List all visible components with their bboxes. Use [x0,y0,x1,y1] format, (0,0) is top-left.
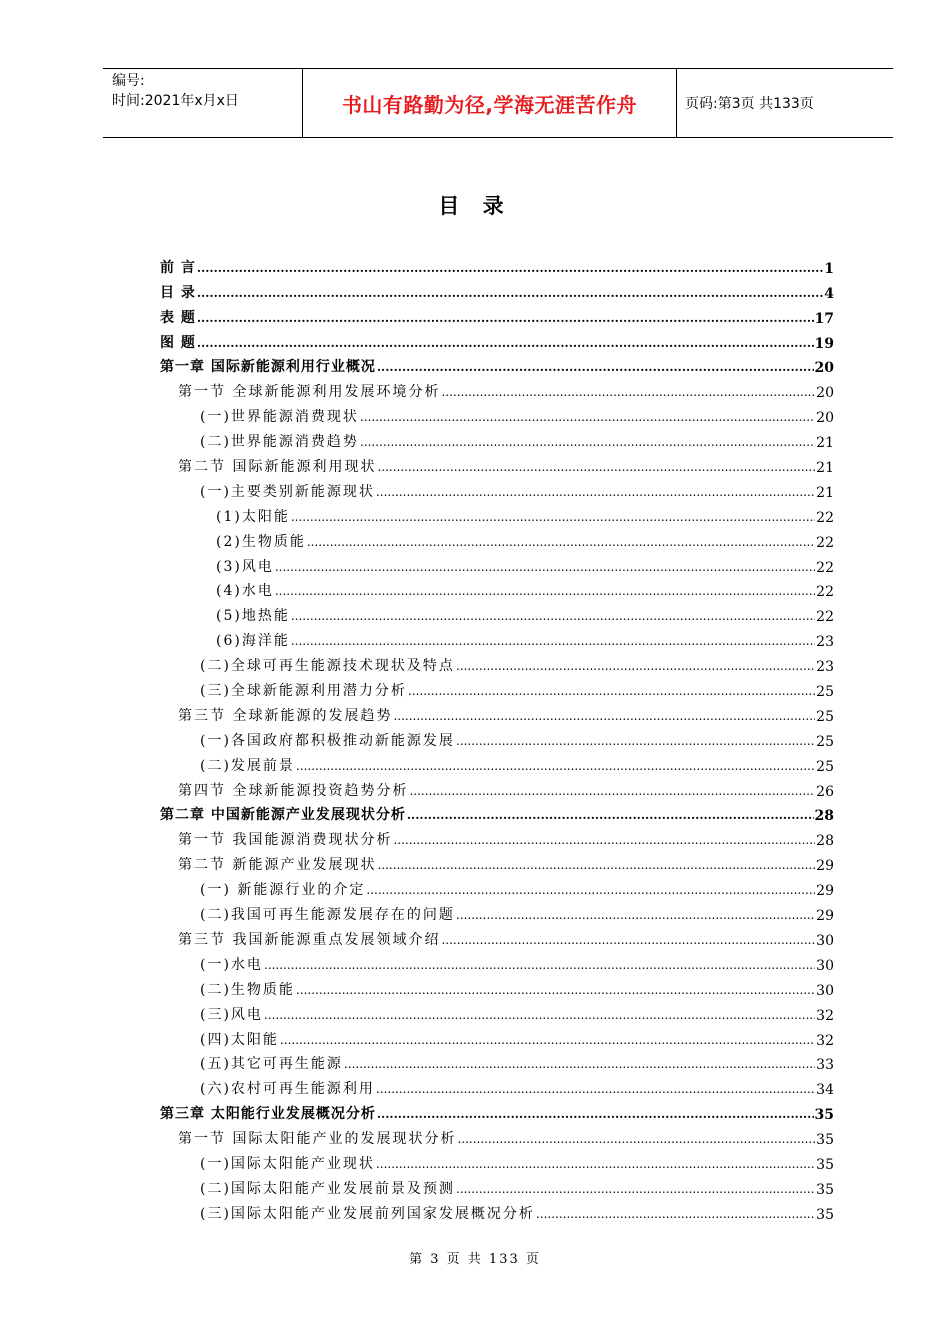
toc-entry[interactable] [160,352,834,377]
toc-entry-title: (二)发展前景 [200,757,295,774]
toc-leader-dots [197,336,814,350]
toc-leader-dots [456,908,815,922]
toc-entry[interactable] [160,974,834,999]
toc-entry-title: (二)世界能源消费趋势 [200,434,359,451]
toc-entry[interactable] [160,1198,834,1223]
toc-entry-page: 21 [816,460,834,477]
toc-entry-title: 第三节 我国新能源重点发展领域介绍 [178,931,441,948]
toc-entry-title: (二)全球可再生能源技术现状及特点 [200,658,455,675]
toc-entry[interactable] [160,924,834,949]
toc-entry-title: 表 题 [160,309,196,326]
toc-entry[interactable] [160,501,834,526]
toc-leader-dots [456,1182,815,1196]
toc-entry[interactable] [160,551,834,576]
toc-entry[interactable] [160,401,834,426]
toc-leader-dots [360,410,815,424]
toc-entry-page: 33 [816,1057,834,1074]
toc-entry-page: 22 [816,534,834,551]
toc-leader-dots [393,709,815,723]
toc-leader-dots [409,784,815,798]
toc-entry[interactable] [160,302,834,327]
toc-entry-title: (一)世界能源消费现状 [200,409,359,426]
toc-entry-page: 35 [816,1156,834,1173]
toc-leader-dots [377,858,815,872]
toc-entry-title: 第二节 国际新能源利用现状 [178,459,377,476]
toc-entry-title: (三)国际太阳能产业发展前列国家发展概况分析 [200,1205,535,1222]
toc-entry-page: 19 [814,335,834,352]
toc-entry[interactable] [160,650,834,675]
toc-entry-page: 28 [816,833,834,850]
toc-entry[interactable] [160,476,834,501]
page-header [103,68,893,138]
toc-leader-dots [393,833,815,847]
toc-leader-dots [408,684,815,698]
toc-entry-title: (2)生物质能 [216,533,306,550]
toc-entry-title: 第三节 全球新能源的发展趋势 [178,707,393,724]
toc-entry-page: 29 [816,883,834,900]
toc-leader-dots [291,609,815,623]
toc-entry[interactable] [160,625,834,650]
toc-entry[interactable] [160,1098,834,1123]
toc-entry-page: 21 [816,484,834,501]
toc-leader-dots [456,734,815,748]
toc-entry-page: 30 [816,932,834,949]
toc-entry[interactable] [160,1173,834,1198]
toc-leader-dots [376,1082,815,1096]
toc-entry-page: 22 [816,609,834,626]
toc-entry-page: 35 [814,1107,834,1124]
toc-leader-dots [377,1107,814,1121]
toc-entry-page: 23 [816,634,834,651]
toc-entry-title: (三)风电 [200,1006,263,1023]
toc-entry-title: (3)风电 [216,558,274,575]
toc-entry-title: 第二章 中国新能源产业发展现状分析 [160,807,406,824]
toc-entry[interactable] [160,526,834,551]
toc-leader-dots [441,933,815,947]
toc-leader-dots [291,510,815,524]
header-motto: 书山有路勤为径,学海无涯苦作舟 [341,92,638,117]
toc-entry[interactable] [160,700,834,725]
page-footer: 第 3 页 共 133 页 [409,1252,541,1267]
toc-entry-page: 28 [814,808,834,825]
toc-entry-title: 前 言 [160,259,196,276]
toc-entry-page: 35 [816,1206,834,1223]
toc-leader-dots [441,385,815,399]
toc-entry-title: 目 录 [160,284,196,301]
date-label: 时间:2021年x月x日 [112,93,239,109]
toc-entry[interactable] [160,1148,834,1173]
toc-entry-title: (一)国际太阳能产业现状 [200,1155,375,1172]
toc-entry-page: 25 [816,758,834,775]
toc-entry-page: 20 [816,385,834,402]
toc-leader-dots [280,1033,815,1047]
toc-entry[interactable] [160,426,834,451]
toc-entry[interactable] [160,849,834,874]
toc-entry-page: 17 [814,310,834,327]
number-label: 编号: [112,73,145,89]
toc-entry-page: 22 [816,509,834,526]
toc-entry-title: (4)水电 [216,583,274,600]
toc-entry-title: (一)各国政府都积极推动新能源发展 [200,732,455,749]
toc-entry-title: (一)主要类别新能源现状 [200,483,375,500]
toc-entry[interactable] [160,1024,834,1049]
toc-entry-page: 22 [816,559,834,576]
toc-leader-dots [291,634,815,648]
toc-leader-dots [264,1008,815,1022]
toc-leader-dots [456,659,815,673]
toc-leader-dots [377,460,815,474]
toc-entry-title: (二)国际太阳能产业发展前景及预测 [200,1180,455,1197]
toc-leader-dots [376,485,815,499]
toc-entry-title: (二)生物质能 [200,981,295,998]
toc-entry-title: 第一章 国际新能源利用行业概况 [160,359,376,376]
toc-entry[interactable] [160,600,834,625]
toc-leader-dots [536,1207,815,1221]
toc-entry-page: 25 [816,708,834,725]
toc-entry-page: 4 [824,285,834,302]
toc-entry[interactable] [160,277,834,302]
toc-entry[interactable] [160,949,834,974]
toc-entry[interactable] [160,576,834,601]
toc-entry-page: 21 [816,435,834,452]
toc-entry-title: 第四节 全球新能源投资趋势分析 [178,782,409,799]
toc-entry-page: 25 [816,684,834,701]
toc-leader-dots [366,883,815,897]
toc-entry-page: 25 [816,733,834,750]
toc-entry[interactable] [160,800,834,825]
toc-entry-page: 22 [816,584,834,601]
toc-leader-dots [360,435,815,449]
toc-leader-dots [457,1132,815,1146]
toc-leader-dots [275,560,815,574]
toc-entry[interactable] [160,675,834,700]
toc-entry-title: (六)农村可再生能源利用 [200,1081,375,1098]
toc-leader-dots [407,808,814,822]
toc-leader-dots [296,983,815,997]
toc-entry[interactable] [160,376,834,401]
toc-leader-dots [376,1157,815,1171]
toc-entry-page: 20 [816,410,834,427]
toc-entry-title: 第一节 全球新能源利用发展环境分析 [178,384,441,401]
toc-entry-page: 32 [816,1007,834,1024]
toc-entry[interactable] [160,899,834,924]
toc-leader-dots [307,535,815,549]
header-page-info: 页码:第3页 共133页 [685,96,814,112]
toc-entry-title: (1)太阳能 [216,508,290,525]
toc-leader-dots [197,261,823,275]
toc-entry[interactable] [160,1049,834,1074]
toc-entry-page: 32 [816,1032,834,1049]
toc-entry-title: 第一节 我国能源消费现状分析 [178,832,393,849]
toc-entry[interactable] [160,775,834,800]
toc-entry-title: 第一节 国际太阳能产业的发展现状分析 [178,1131,457,1148]
toc-entry-title: 图 题 [160,334,196,351]
toc-entry[interactable] [160,874,834,899]
toc-entry[interactable] [160,252,834,277]
toc-entry-page: 30 [816,982,834,999]
toc-entry-title: 第二节 新能源产业发展现状 [178,857,377,874]
toc-entry[interactable] [160,999,834,1024]
toc-leader-dots [344,1057,815,1071]
toc-entry-title: (四)太阳能 [200,1031,279,1048]
page-title: 目 录 [438,194,512,218]
toc-entry[interactable] [160,750,834,775]
toc-entry-page: 29 [816,908,834,925]
toc-leader-dots [377,360,814,374]
toc-entry-page: 30 [816,957,834,974]
toc-entry-title: (5)地热能 [216,608,290,625]
toc-entry[interactable] [160,725,834,750]
toc-entry-title: (6)海洋能 [216,633,290,650]
toc-entry-page: 35 [816,1181,834,1198]
toc-entry-page: 29 [816,858,834,875]
toc-entry-title: 第三章 太阳能行业发展概况分析 [160,1106,376,1123]
toc-entry-title: (二)我国可再生能源发展存在的问题 [200,907,455,924]
toc-entry-page: 35 [816,1132,834,1149]
toc-entry-title: (三)全球新能源利用潜力分析 [200,683,407,700]
toc-entry-title: (一) 新能源行业的介定 [200,882,366,899]
toc-entry[interactable] [160,327,834,352]
toc-entry-page: 20 [814,360,834,377]
toc-entry-title: (五)其它可再生能源 [200,1056,343,1073]
toc-entry-page: 23 [816,659,834,676]
toc-entry-page: 34 [816,1082,834,1099]
toc-leader-dots [197,311,814,325]
header-divider [676,69,677,137]
toc-leader-dots [264,958,815,972]
toc-leader-dots [296,759,815,773]
toc-entry[interactable] [160,824,834,849]
toc-entry[interactable] [160,1123,834,1148]
table-of-contents [160,252,834,1223]
toc-leader-dots [275,584,815,598]
toc-entry[interactable] [160,1073,834,1098]
toc-entry-title: (一)水电 [200,956,263,973]
header-meta [112,71,302,111]
toc-entry-page: 1 [824,260,834,277]
toc-leader-dots [197,286,823,300]
toc-entry[interactable] [160,451,834,476]
toc-entry-page: 26 [816,783,834,800]
